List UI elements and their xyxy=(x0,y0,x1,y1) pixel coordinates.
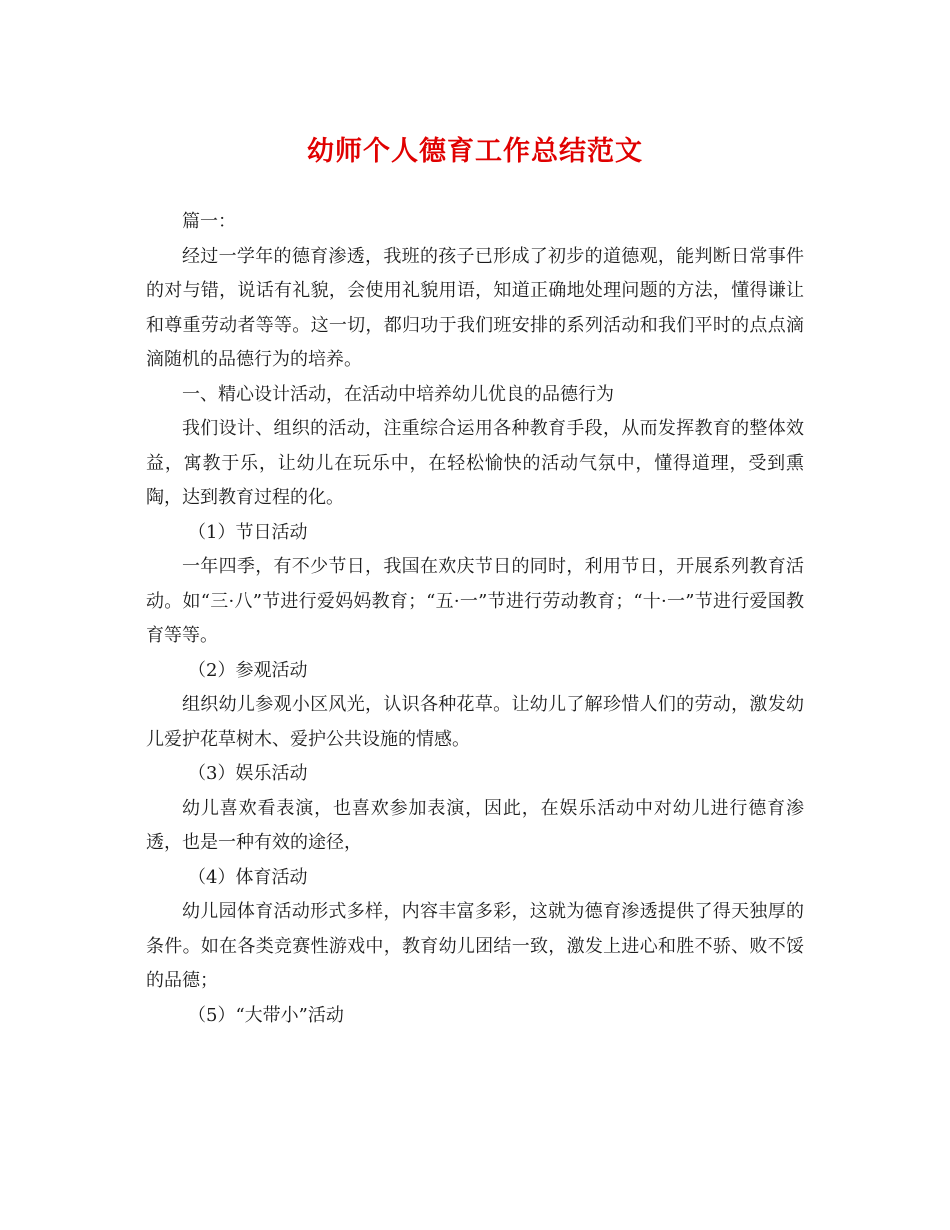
subsection-heading: （1）节日活动 xyxy=(188,521,308,543)
subsection-heading: （2）参观活动 xyxy=(188,659,308,681)
paragraph: 经过一学年的德育渗透，我班的孩子已形成了初步的道德观，能判断日常事件的对与错，说话有礼貌，会使用礼貌用语，知道正确地处理问题的方法，懂得谦让和尊重劳动者等等。这一切，都归功于我们班安排的系列活动和我们平时的点点滴滴随机的品德行为的培养。 xyxy=(146,245,804,370)
paragraph: 组织幼儿参观小区风光，认识各种花草。让幼儿了解珍惜人们的劳动，激发幼儿爱护花草树木、爱护公共设施的情感。 xyxy=(146,694,804,750)
paragraph: 幼儿园体育活动形式多样，内容丰富多彩，这就为德育渗透提供了得天独厚的条件。如在各类竞赛性游戏中，教育幼儿团结一致，激发上进心和胜不骄、败不馁的品德； xyxy=(146,901,804,991)
paragraph: 幼儿喜欢看表演，也喜欢参加表演，因此，在娱乐活动中对幼儿进行德育渗透，也是一种有效的途径， xyxy=(146,797,804,853)
subsection-heading: （5）“大带小”活动 xyxy=(188,1004,344,1026)
section-heading: 一、精心设计活动，在活动中培养幼儿优良的品德行为 xyxy=(182,383,614,405)
document-title: 幼师个人德育工作总结范文 xyxy=(307,136,643,167)
subsection-heading: （4）体育活动 xyxy=(188,866,308,888)
paragraph: 我们设计、组织的活动，注重综合运用各种教育手段，从而发挥教育的整体效益，寓教于乐，让幼儿在玩乐中，在轻松愉快的活动气氛中，懂得道理，受到熏陶，达到教育过程的化。 xyxy=(146,418,804,508)
paragraph: 一年四季，有不少节日，我国在欢庆节日的同时，利用节日，开展系列教育活动。如“三·八”节进行爱妈妈教育；“五·一”节进行劳动教育；“十·一”节进行爱国教育等等。 xyxy=(146,556,804,646)
document-body xyxy=(146,205,804,1033)
section-label: 篇一： xyxy=(182,211,236,232)
subsection-heading: （3）娱乐活动 xyxy=(188,763,308,784)
